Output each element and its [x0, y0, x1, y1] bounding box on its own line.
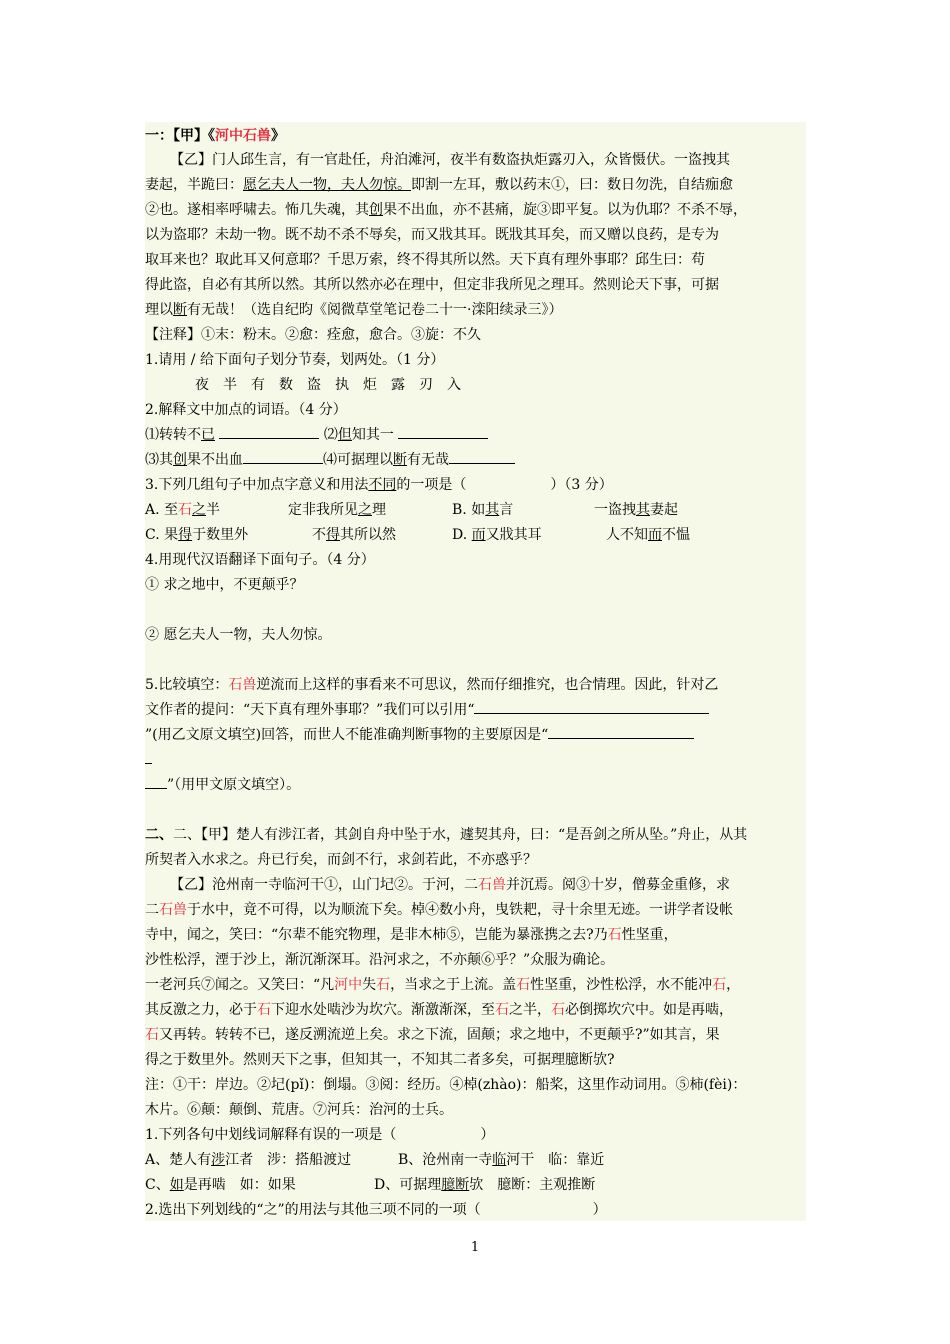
question-1-option-a: A、楚人有涉江者 涉：搭船渡过 — [145, 1152, 352, 1168]
question-5-line-2: 文作者的提问：“天下真有理外事耶？”我们可以引用“ — [145, 698, 709, 722]
question-1-option-c: C、如是再啮 如：如果 — [145, 1177, 296, 1193]
question-1-option-d: D、可据理臆断欤 臆断：主观推断 — [374, 1177, 596, 1193]
question-5: 5.比较填空：石兽逆流而上这样的事看来不可思议，然而仔细推究，也合情理。因此，针对乙 — [145, 677, 719, 693]
section-1-heading: 一：【甲】《河中石兽》 — [145, 128, 285, 144]
answer-blank[interactable] — [474, 699, 709, 714]
question-5-line-5: ”（用甲文原文填空）。 — [145, 773, 300, 797]
passage-line: 一老河兵⑦闻之。又笑曰：“凡河中失石，当求之于上流。盖石性坚重，沙性松浮，水不能冲石， — [145, 977, 741, 993]
question-1: 1.下列各句中划线词解释有误的一项是（ ） — [145, 1127, 495, 1143]
passage-line: 得之于数里外。然则天下之事，但知其一，不知其二者多矣，可据理臆断欤? — [145, 1052, 615, 1068]
question-2-items-row2: ⑶其创果不出血 ⑷可据理以断有无哉 — [145, 448, 515, 472]
section-2-passage-jia: 二、二、【甲】楚人有涉江者，其剑自舟中坠于水，遽契其舟，曰：“是吾剑之所从坠。”舟止，从其 — [145, 827, 748, 843]
answer-blank[interactable] — [449, 449, 515, 464]
passage-line: 取耳来也？取此耳又何意耶？千思万索，终不得其所以然。天下真有理外事耶？邱生曰：苟 — [145, 252, 705, 268]
annotation: 【注释】①末：粉末。②愈：痊愈，愈合。③旋：不久 — [145, 327, 481, 343]
answer-blank[interactable] — [145, 749, 152, 764]
passage-line: 【乙】沧州南一寺临河干①，山门圮②。于河，二石兽并沉焉。阅③十岁，僧募金重修，求 — [170, 877, 730, 893]
answer-blank[interactable] — [398, 424, 488, 439]
question-2-items-row1: ⑴转转不已 ⑵但知其一 — [145, 423, 488, 447]
question-3-option-a: A. 至石之半 — [145, 502, 221, 518]
question-4-item-1: ① 求之地中，不更颠乎？ — [145, 577, 304, 593]
question-5-line-4 — [145, 748, 152, 772]
question-1-sentence: 夜半有数盗执炬露刃入 — [195, 377, 475, 393]
passage-line: 沙性松浮，湮于沙上，渐沉渐深耳。沿河求之，不亦颠⑥乎？”众服为确论。 — [145, 952, 615, 968]
answer-blank[interactable] — [145, 774, 167, 789]
question-3-option-c-2: 不得其所以然 — [312, 527, 396, 543]
answer-blank[interactable] — [548, 724, 694, 739]
question-3: 3.下列几组句子中加点字意义和用法不同的一项是（ ）（3 分） — [145, 477, 613, 493]
question-3-option-d-2: 人不知而不愠 — [606, 527, 690, 543]
passage-line: 其反激之力，必于石下迎水处啮沙为坎穴。渐激渐深，至石之半，石必倒掷坎穴中。如是再啮， — [145, 1002, 733, 1018]
question-2: 2.选出下列划线的“之”的用法与其他三项不同的一项（ ） — [145, 1202, 607, 1218]
question-3-option-b: B. 如其言 — [452, 502, 514, 518]
question-1: 1.请用 / 给下面句子划分节奏，划两处。（1 分） — [145, 352, 445, 368]
passage-line: 石又再转。转转不已，遂反溯流逆上矣。求之下流，固颠；求之地中，不更颠乎?”如其言，果 — [145, 1027, 720, 1043]
passage-line: 理以断有无哉！（选自纪昀《阅微草堂笔记卷二十一·滦阳续录三》） — [145, 302, 563, 318]
passage-line: 以为盗耶？未劫一物。既不劫不杀不辱矣，而又戕其耳。既戕其耳矣，而又赠以良药，是专为 — [145, 227, 719, 243]
question-5-line-3: ”(用乙文原文填空)回答，而世人不能准确判断事物的主要原因是“ — [145, 723, 694, 747]
annotation: 木片。⑥颠：颠倒、荒唐。⑦河兵：治河的士兵。 — [145, 1102, 453, 1118]
passage-line: 得此盗，自必有其所以然。其所以然亦必在理中，但定非我所见之理耳。然则论天下事，可据 — [145, 277, 719, 293]
annotation: 注：①干：岸边。②圮(pǐ)：倒塌。③阅：经历。④棹(zhào)：船桨，这里作动词用。⑤柿(fèi)： — [145, 1077, 747, 1093]
answer-blank[interactable] — [243, 449, 323, 464]
question-4: 4.用现代汉语翻译下面句子。（4 分） — [145, 552, 375, 568]
page-number: 1 — [470, 1240, 480, 1255]
passage-line: 二石兽于水中，竟不可得，以为顺流下矣。棹④数小舟，曳铁耙，寻十余里无迹。一讲学者设帐 — [145, 902, 733, 918]
question-4-item-2: ② 愿乞夫人一物，夫人勿惊。 — [145, 627, 332, 643]
passage-line: 【乙】门人邱生言，有一官赴任，舟泊滩河，夜半有数盗执炬露刃入，众皆慑伏。一盗拽其 — [170, 152, 730, 168]
question-3-option-b-2: 一盗拽其妻起 — [594, 502, 678, 518]
question-3-option-a-2: 定非我所见之理 — [288, 502, 386, 518]
question-1-option-b: B、沧州南一寺临河干 临：靠近 — [398, 1152, 605, 1168]
question-3-option-c: C. 果得于数里外 — [145, 527, 249, 543]
passage-line: ②也。遂相率呼啸去。怖几失魂，其创果不出血，亦不甚痛，旋③即平复。以为仇耶？不杀不辱， — [145, 202, 747, 218]
question-2: 2.解释文中加点的词语。（4 分） — [145, 402, 347, 418]
question-3-option-d: D. 而又戕其耳 — [452, 527, 542, 543]
passage-line: 所契者入水求之。舟已行矣，而剑不行，求剑若此，不亦惑乎？ — [145, 852, 537, 868]
passage-line: 妻起，半跪曰：愿乞夫人一物，夫人勿惊。即割一左耳，敷以药末①，曰：数日勿洗，自结痂愈 — [145, 177, 733, 193]
answer-blank[interactable] — [219, 424, 319, 439]
passage-line: 寺中，闻之，笑曰：“尔辈不能究物理，是非木柿⑤，岂能为暴涨携之去?乃石性坚重， — [145, 927, 678, 943]
